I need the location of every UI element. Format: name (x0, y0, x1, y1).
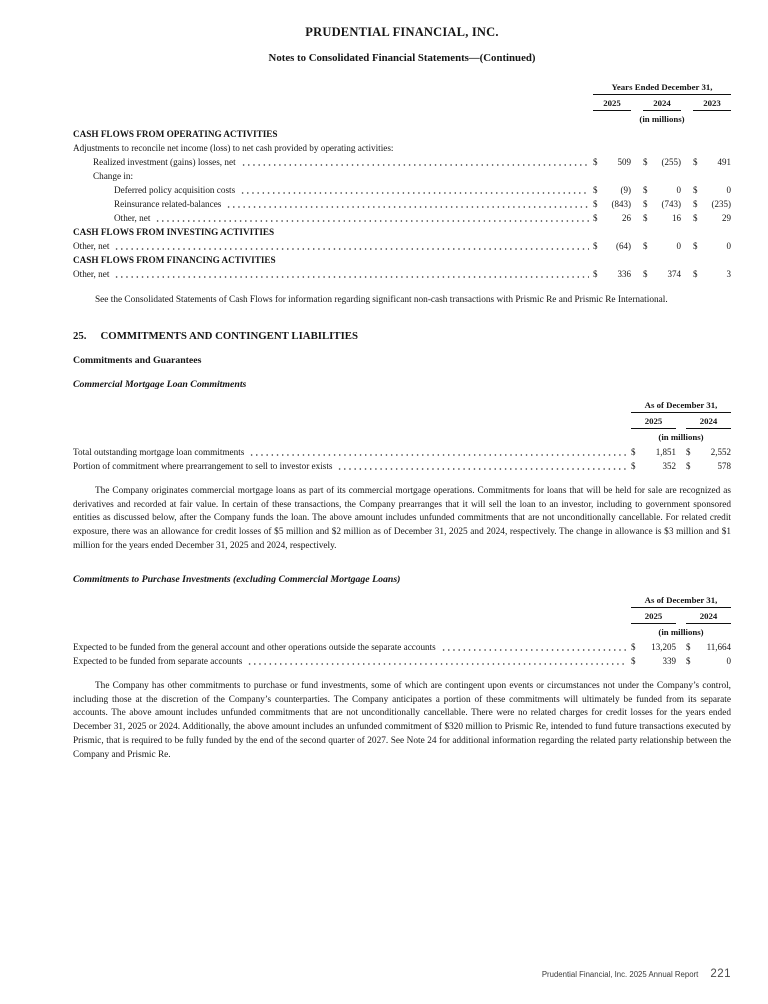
value-2025 (631, 640, 676, 654)
row-label: Adjustments to reconcile net income (loss) to net cash provided by operating activities: (73, 143, 394, 153)
year-columns (593, 98, 731, 111)
year-column: 2025 (631, 611, 676, 624)
dollar-sign: $ (643, 199, 648, 209)
value-2023 (693, 155, 731, 169)
table-row (73, 155, 731, 169)
value-2025 (593, 183, 631, 197)
dollar-sign: $ (643, 157, 648, 167)
amount: 352 (662, 460, 676, 471)
value-2025 (593, 155, 631, 169)
mortgage-note-paragraph: The Company originates commercial mortgage loans as part of its commercial mortgage operations. Commitments for loans that will be held for sale are recognized as derivatives and recorded at fair value. In certain of these transactions, the Company prearranges that it will sell the loan to an investor, including to government sponsored entities as discussed below, after the Company funds the loan. The above amount includes unfunded commitments that are not unconditionally cancellable. For related credit exposure, there was an allowance for credit losses of $5 million and $2 million as of December 31, 2025 and 2024, respectively. The change in allowance is $3 million and $1 million for the years ended December 31, 2025 and 2024, respectively. (73, 485, 731, 551)
year-column: 2024 (643, 98, 681, 111)
dollar-sign: $ (593, 241, 598, 251)
row-label: Other, net (73, 241, 110, 251)
year-column: 2025 (593, 98, 631, 111)
units-label: (in millions) (658, 626, 704, 637)
note-number: 25. (73, 329, 87, 342)
purchase-note-paragraph: The Company has other commitments to purchase or fund investments, some of which are contingent upon events or circumstances not under the Company’s control, including those at the discretion of the Company’s counterparties. The Company anticipates a portion of these commitments will ultimately be funded from its separate accounts. The above amount includes unfunded commitments that are not unconditionally cancellable. There were no related charges for credit losses for the years ended December 31, 2025 or 2024. Additionally, the above amount includes an unfunded commitment of $320 million to Prismic Re, intended to fund future transactions executed by Prismic, that is required to be fully funded by the end of the second quarter of 2027. See Note 24 for additional information regarding the related party relationship between the Company and Prismic Re. (73, 680, 731, 760)
dollar-sign: $ (693, 199, 698, 209)
value-2023 (693, 197, 731, 211)
value-2025 (631, 459, 676, 473)
amount: 0 (726, 185, 731, 195)
dollar-sign: $ (631, 641, 636, 652)
subheading-commercial-mortgage: Commercial Mortgage Loan Commitments (73, 378, 247, 390)
dollar-sign: $ (693, 241, 698, 251)
dollar-sign: $ (693, 185, 698, 195)
value-2024 (643, 183, 681, 197)
table-row (73, 640, 731, 654)
table-header-inner (631, 400, 731, 445)
page-title: PRUDENTIAL FINANCIAL, INC. (305, 25, 499, 39)
dollar-sign: $ (686, 460, 691, 471)
year-column: 2024 (686, 611, 731, 624)
value-2023 (693, 267, 731, 281)
dollar-sign: $ (686, 446, 691, 457)
table-row (73, 183, 731, 197)
dollar-sign: $ (686, 655, 691, 666)
note-25-heading (73, 330, 731, 342)
year-column: 2024 (686, 416, 731, 429)
amount: 0 (726, 241, 731, 251)
period-header: As of December 31, (631, 400, 731, 413)
page-number: 221 (710, 968, 731, 980)
table-row (73, 141, 731, 155)
table-header (73, 82, 731, 127)
page-footer (542, 968, 731, 980)
table-row (73, 445, 731, 459)
dot-leader (337, 467, 627, 471)
dollar-sign: $ (593, 199, 598, 209)
dot-leader (114, 247, 589, 251)
amount: 13,205 (651, 641, 676, 652)
value-2023 (693, 183, 731, 197)
table-row (73, 169, 731, 183)
dollar-sign: $ (631, 460, 636, 471)
value-2024 (643, 267, 681, 281)
amount: 578 (717, 460, 731, 471)
amount: 2,552 (710, 446, 731, 457)
note-title: COMMITMENTS AND CONTINGENT LIABILITIES (100, 329, 358, 342)
subheading-purchase-investments: Commitments to Purchase Investments (excluding Commercial Mortgage Loans) (73, 573, 401, 585)
amount: 509 (617, 157, 631, 167)
row-label: CASH FLOWS FROM INVESTING ACTIVITIES (73, 227, 275, 237)
row-label: Deferred policy acquisition costs (114, 185, 236, 195)
units-label: (in millions) (658, 431, 704, 442)
amount: 336 (617, 269, 631, 279)
amount: 491 (717, 157, 731, 167)
value-2025 (593, 239, 631, 253)
dollar-sign: $ (593, 269, 598, 279)
mortgage-commitments-table (73, 400, 731, 473)
period-header: Years Ended December 31, (593, 82, 731, 95)
dot-leader (226, 205, 589, 209)
dollar-sign: $ (593, 213, 598, 223)
year-columns (631, 416, 731, 429)
table-header-inner (593, 82, 731, 127)
amount: 3 (726, 269, 731, 279)
amount: 16 (672, 213, 681, 223)
table-row (73, 654, 731, 668)
value-2024 (643, 155, 681, 169)
table-header-inner (631, 595, 731, 640)
units-label: (in millions) (639, 114, 685, 124)
amount: 26 (622, 213, 631, 223)
dollar-sign: $ (693, 157, 698, 167)
value-2024 (643, 239, 681, 253)
dollar-sign: $ (643, 241, 648, 251)
amount: (64) (616, 241, 631, 251)
amount: (255) (661, 157, 681, 167)
row-label: Expected to be funded from separate accounts (73, 655, 243, 666)
table-row (73, 225, 731, 239)
footer-report-title: Prudential Financial, Inc. 2025 Annual Report (541, 970, 699, 979)
value-2024 (686, 654, 731, 668)
year-column: 2025 (631, 416, 676, 429)
value-2025 (593, 267, 631, 281)
value-2023 (693, 211, 731, 225)
dollar-sign: $ (693, 269, 698, 279)
row-label: Portion of commitment where prearrangement to sell to investor exists (73, 460, 333, 471)
table-row (73, 253, 731, 267)
table-row (73, 267, 731, 281)
row-label: CASH FLOWS FROM OPERATING ACTIVITIES (73, 129, 278, 139)
table-header (73, 595, 731, 640)
cash-flow-table (73, 82, 731, 281)
value-2025 (631, 445, 676, 459)
table-row (73, 459, 731, 473)
row-label: Expected to be funded from the general account and other operations outside the separate accounts (73, 641, 436, 652)
dollar-sign: $ (643, 213, 648, 223)
value-2024 (643, 211, 681, 225)
cash-flow-note-paragraph: See the Consolidated Statements of Cash Flows for information regarding significant non-cash transactions with Prismic Re and Prismic Re International. (95, 295, 668, 305)
dollar-sign: $ (631, 446, 636, 457)
purchase-commitments-table (73, 595, 731, 668)
dot-leader (155, 219, 589, 223)
amount: 11,664 (706, 641, 731, 652)
year-columns (631, 611, 731, 624)
table-row (73, 197, 731, 211)
dollar-sign: $ (643, 269, 648, 279)
value-2025 (631, 654, 676, 668)
subheading-commitments-guarantees: Commitments and Guarantees (73, 354, 202, 366)
amount: 374 (667, 269, 681, 279)
dollar-sign: $ (693, 213, 698, 223)
value-2024 (686, 459, 731, 473)
dot-leader (441, 648, 627, 652)
row-label: Other, net (114, 213, 151, 223)
row-label: Total outstanding mortgage loan commitments (73, 446, 245, 457)
dollar-sign: $ (643, 185, 648, 195)
value-2024 (686, 640, 731, 654)
value-2025 (593, 211, 631, 225)
table-row (73, 127, 731, 141)
amount: 0 (676, 185, 681, 195)
row-label: Other, net (73, 269, 110, 279)
row-label: Realized investment (gains) losses, net (93, 157, 236, 167)
amount: 339 (662, 655, 676, 666)
row-label: CASH FLOWS FROM FINANCING ACTIVITIES (73, 255, 276, 265)
amount: (9) (620, 185, 631, 195)
dollar-sign: $ (686, 641, 691, 652)
row-label: Reinsurance related-balances (114, 199, 222, 209)
table-row (73, 211, 731, 225)
amount: (843) (611, 199, 631, 209)
amount: 0 (726, 655, 731, 666)
amount: 1,851 (655, 446, 676, 457)
table-row (73, 239, 731, 253)
value-2024 (686, 445, 731, 459)
dollar-sign: $ (593, 157, 598, 167)
year-column: 2023 (693, 98, 731, 111)
period-header: As of December 31, (631, 595, 731, 608)
value-2023 (693, 239, 731, 253)
dot-leader (247, 662, 627, 666)
dollar-sign: $ (631, 655, 636, 666)
dot-leader (241, 163, 589, 167)
dot-leader (249, 453, 627, 457)
dollar-sign: $ (593, 185, 598, 195)
value-2024 (643, 197, 681, 211)
amount: 0 (676, 241, 681, 251)
dot-leader (114, 275, 589, 279)
dot-leader (240, 191, 589, 195)
amount: 29 (722, 213, 731, 223)
amount: (743) (661, 199, 681, 209)
row-label: Change in: (93, 171, 134, 181)
table-header (73, 400, 731, 445)
value-2025 (593, 197, 631, 211)
page-subtitle: Notes to Consolidated Financial Statements—(Continued) (268, 52, 536, 64)
amount: (235) (711, 199, 731, 209)
